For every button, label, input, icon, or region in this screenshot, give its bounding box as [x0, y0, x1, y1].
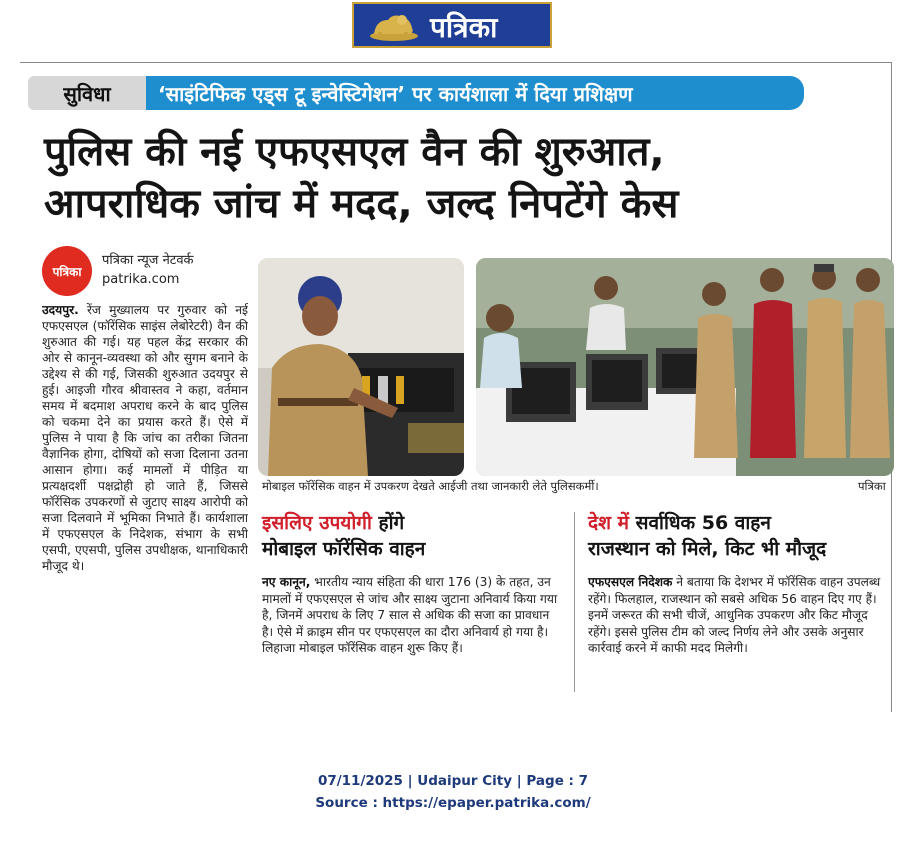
subheading-mid-rest: होंगे: [371, 512, 405, 534]
subheading-right-highlight: देश में: [588, 512, 629, 534]
right-column-body: ने बताया कि देशभर में फॉरेंसिक वाहन उपलब्ध रहेंगे। फिलहाल, राजस्थान को सबसे अधिक 56 वाहन दिए गए हैं। इनमें जरूरत की सभी चीजें, आधुनिक उपकरण और किट मौजूद रहेंगे। इससे पुलिस टीम को जल्द निर्णय लेने और उसके अनुसार कार्रवाई करने में काफी मदद मिलेगी।: [588, 575, 881, 655]
left-column-text: [42, 302, 248, 702]
photo-ig-inspecting: [258, 258, 464, 476]
photo-credit: पत्रिका: [858, 479, 886, 493]
topic-kicker: सुविधा: [28, 76, 146, 110]
mid-column-body: भारतीय न्याय संहिता की धारा 176 (3) के तहत, उन मामलों में एफएसएल से जांच और साक्ष्य जुटाना अनिवार्य किया गया है, जिनमें अपराध के लिए 7 साल से अधिक की सजा का प्रावधान है। ऐसे में क्राइम सीन पर एफएसएल का दौरा अनिवार्य हो गया है। लिहाजा मोबाइल फॉरेंसिक वाहन शुरू किए हैं।: [262, 575, 558, 655]
subheading-right-rest: सर्वाधिक 56 वाहन: [629, 512, 771, 534]
headline-line-1: पुलिस की नई एफएसएल वैन की शुरुआत,: [44, 129, 665, 175]
subheading-mobile-forensic: [262, 510, 562, 562]
left-column-body: रेंज मुख्यालय पर गुरुवार को नई एफएसएल (फॉरेंसिक साइंस लेबोरेटरी) वैन की शुरुआत की गई। यह पहल केंद्र सरकार की ओर से कानून-व्यवस्था को और सुगम बनाने के उद्देश्य से की गई, जिसकी शुरुआत उदयपुर से हुई। आइजी गौरव श्रीवास्तव ने कहा, वर्तमान समय में बदमाश अपराध करने के बाद पुलिस को चकमा देने का प्रयास करते हैं। ऐसे में पुलिस ने पाया है कि जांच का तरीका जितना वैज्ञानिक होगा, दोषियों को सजा दिलाना उतना आसान होगा। कई मामलों में पीड़ित या प्रत्यक्षदर्शी पक्षद्रोही हो जाते हैं, जिससे फॉरेंसिक उपकरणों से जुटाए साक्ष्य आरोपी को सजा दिलवाने में भूमिका निभाते हैं। कार्यशाला में एफएसएल के निदेशक, संभाग के सभी एसपी, एएसपी, पुलिस उपधीक्षक, थानाधिकारी मौजूद थे।: [42, 303, 248, 573]
headline: [44, 126, 874, 230]
byline-name: पत्रिका न्यूज नेटवर्क: [102, 253, 194, 268]
footer-source[interactable]: Source : https://epaper.patrika.com/: [315, 795, 591, 811]
byline-logo: पत्रिका: [42, 246, 92, 296]
photo-policemen-van: [476, 258, 894, 476]
page-footer: [0, 770, 906, 814]
topic-strap: ‘साइंटिफिक एड्स टू इन्वेस्टिगेशन’ पर कार्यशाला में दिया प्रशिक्षण: [146, 76, 804, 110]
subheading-mid-line-2: मोबाइल फॉरेंसिक वाहन: [262, 538, 426, 560]
headline-line-2: आपराधिक जांच में मदद, जल्द निपटेंगे केस: [44, 181, 679, 227]
byline-site: patrika.com: [102, 272, 180, 287]
subheading-56-vehicles: [588, 510, 888, 562]
lion-emblem-icon: [366, 10, 422, 44]
column-divider: [574, 512, 575, 692]
subheading-right-line-2: राजस्थान को मिले, किट भी मौजूद: [588, 538, 827, 560]
photo-caption: मोबाइल फॉरेंसिक वाहन में उपकरण देखते आईजी तथा जानकारी लेते पुलिसकर्मी।: [262, 479, 599, 493]
right-column-text: [588, 574, 888, 657]
masthead-title: पत्रिका: [430, 11, 498, 44]
topic-bar: [28, 76, 804, 110]
dateline: उदयपुर.: [42, 303, 79, 317]
footer-date-edition: 07/11/2025 | Udaipur City | Page : 7: [317, 773, 589, 789]
subheading-mid-highlight: इसलिए उपयोगी: [262, 512, 372, 534]
mid-column-text: [262, 574, 562, 657]
subheading-right-line-1: [588, 510, 888, 536]
masthead-logo: [352, 2, 552, 48]
byline: [42, 246, 242, 296]
mid-column-lead: नए कानून,: [262, 575, 311, 589]
subheading-mid-line-1: [262, 510, 562, 536]
right-column-lead: एफएसएल निदेशक: [588, 575, 673, 589]
